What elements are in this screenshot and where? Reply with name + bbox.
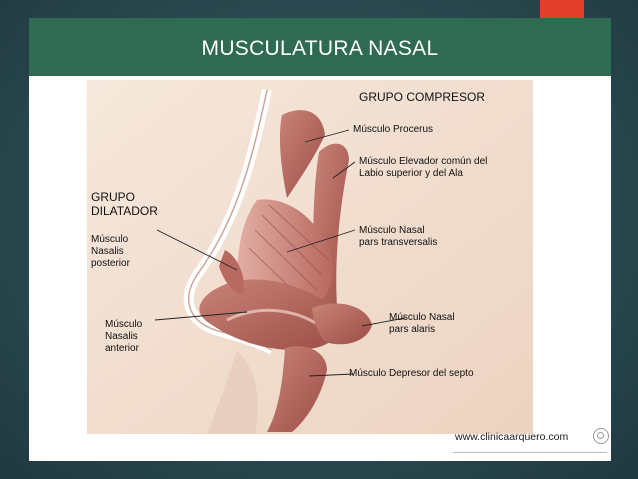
label-procerus: Músculo Procerus: [353, 124, 434, 135]
label-nasalis-posterior: Músculo Nasalis posterior: [91, 234, 130, 269]
group-dilatador-label: GRUPO DILATADOR: [91, 190, 158, 218]
label-nasal-alaris: Músculo Nasal pars alaris: [389, 312, 455, 335]
group-compresor-label: GRUPO COMPRESOR: [359, 90, 486, 104]
label-elevador: Músculo Elevador común del Labio superior y del Ala: [359, 156, 488, 179]
content-panel: [29, 76, 611, 461]
label-nasalis-anterior: Músculo Nasalis anterior: [105, 319, 143, 354]
anatomy-illustration: [87, 80, 533, 434]
slide-title: MUSCULATURA NASAL: [201, 37, 439, 60]
clinic-logo-icon: [593, 428, 609, 444]
nasal-muscles-drawing: [87, 80, 533, 434]
title-bar: [29, 18, 611, 76]
website-link[interactable]: www.clinicaarquero.com: [455, 431, 569, 443]
label-depresor: Músculo Depresor del septo: [349, 368, 474, 379]
label-nasal-transversalis: Músculo Nasal pars transversalis: [359, 225, 438, 248]
footer-divider: [453, 452, 607, 453]
accent-bar: [540, 0, 584, 18]
